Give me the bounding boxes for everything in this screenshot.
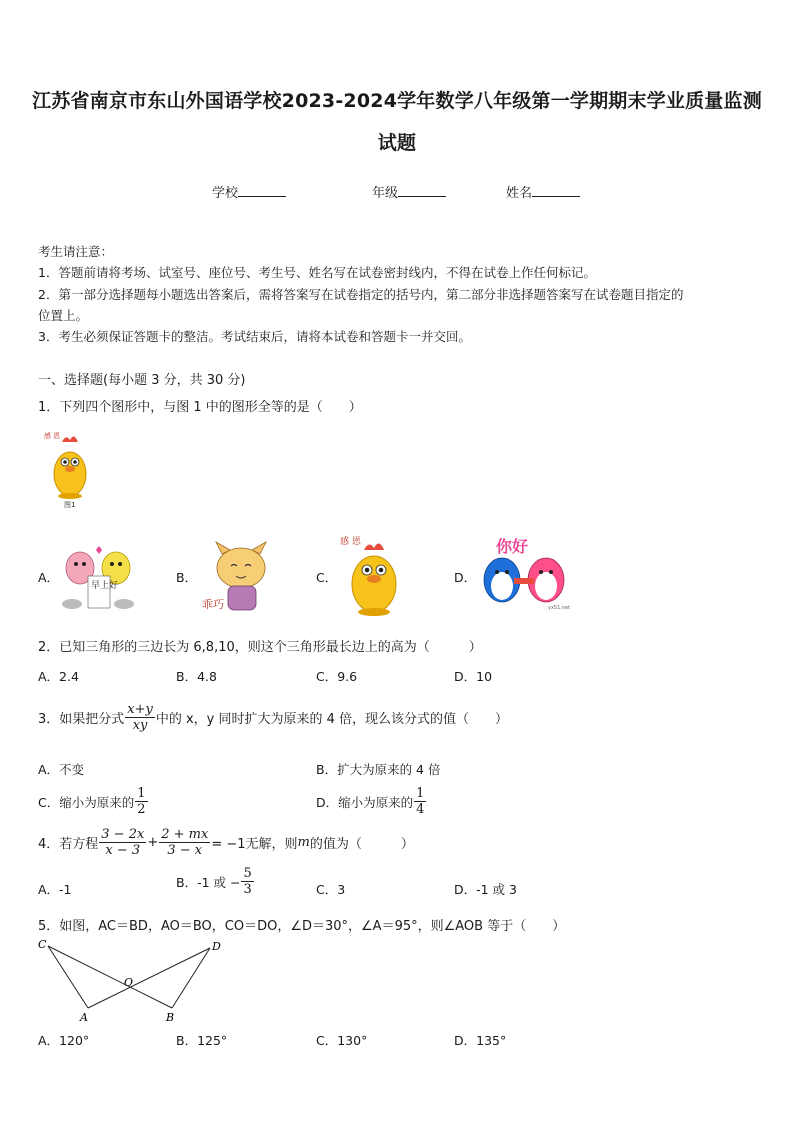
q3-option-b[interactable]: B．扩大为原来的 4 倍 [316,762,441,777]
q4-f2-den: 3 − x [167,843,203,858]
segment-cb [48,946,172,1008]
q3-option-c[interactable] [38,786,149,817]
figure-1-top-text: 感 恩 [44,432,61,440]
school-label: 学校 [212,186,239,201]
label-d: D [212,940,221,953]
exam-title: 江苏省南京市东山外国语学校2023-2024学年数学八年级第一学期期末学业质量监测 [32,90,762,112]
section-heading: 一、选择题(每小题 3 分，共 30 分) [38,373,246,388]
q4-option-a[interactable]: A．-1 [38,882,72,897]
q4-option-c[interactable]: C．3 [316,882,346,897]
q3-option-d-text: D．缩小为原来的 [316,794,414,810]
question-1-stem: 1．下列四个图形中，与图 1 中的图形全等的是（ ） [38,400,362,415]
q1-c-text: 感 恩 [340,537,361,547]
notice-item: 1．答题前请将考场、试室号、座位号、考生号、姓名写在试卷密封线内，不得在试卷上作任何标记。 [38,265,596,280]
q1-option-a-label[interactable]: A． [38,570,60,585]
q3-stem-before: 3．如果把分式 [38,712,125,727]
name-blank[interactable] [532,184,580,197]
q4-option-d[interactable]: D．-1 或 3 [454,882,517,897]
q4-f2-num: 2 + mx [161,827,209,842]
school-field[interactable] [212,182,286,201]
q1-d-text: 你好 [496,537,529,556]
q4-stem-end: 的值为（ ） [309,837,414,852]
q3-fraction [125,702,155,733]
q1-a-text: 早上好 [91,581,119,591]
notice-item: 3．考生必须保证答题卡的整洁。考试结束后，请将本试卷和答题卡一并交回。 [38,329,471,344]
school-blank[interactable] [238,184,286,197]
q1-option-c-image[interactable] [336,534,412,618]
notice-heading: 考生请注意： [38,244,114,259]
q4-b-num: 5 [243,866,252,881]
segment-ca [48,946,88,1008]
q4-f1-num: 3 − 2x [101,827,145,842]
q4-stem-after: = −1无解，则 [211,837,298,852]
q3-stem-after: 中的 x，y 同时扩大为原来的 4 倍，现么该分式的值（ ） [155,712,509,727]
q5-option-a[interactable]: A．120° [38,1033,90,1048]
notice-item: 2．第一部分选择题每小题选出答案后，需将答案写在试卷指定的括号内，第二部分非选择题答案写在试卷题目指定的 [38,287,684,302]
q4-b-den: 3 [243,882,252,897]
name-field[interactable] [506,182,580,201]
figure-1-caption: 图1 [64,501,76,509]
q4-plus: + [147,835,159,850]
q2-option-c[interactable]: C．9.6 [316,669,358,684]
q1-option-b-image[interactable] [198,536,284,616]
q3-d-num: 1 [416,786,425,801]
q1-option-b-label[interactable]: B． [176,570,198,585]
q3-c-num: 1 [137,786,146,801]
q3-d-den: 4 [416,802,425,817]
q4-stem-before: 4．若方程 [38,837,99,852]
grade-label: 年级 [372,186,399,201]
grade-field[interactable] [372,182,446,201]
q1-option-d-image[interactable] [474,536,578,612]
q1-d-small-text: yx51.net [548,605,571,611]
label-a: A [80,1011,88,1024]
q2-option-a[interactable]: A．2.4 [38,669,79,684]
q4-option-b[interactable] [176,866,255,897]
q1-option-d-label[interactable]: D． [454,570,477,585]
comb-shape [62,436,78,442]
q1-b-text: 乖巧 [202,598,224,611]
q4-fraction-2 [159,827,210,858]
notice-item: 位置上。 [38,308,89,323]
q3-frac-num: x+y [127,702,153,717]
q4-var-m: m [297,835,310,850]
segment-da [88,948,210,1008]
q2-option-d[interactable]: D．10 [454,669,493,684]
q3-frac-den: xy [132,718,148,733]
label-o: O [124,976,134,989]
label-b: B [166,1011,175,1024]
question-2-stem: 2．已知三角形的三边长为 6,8,10，则这个三角形最长边上的高为（ ） [38,640,482,655]
q4-option-b-fraction [241,866,253,897]
q5-geometry-figure [34,936,230,1024]
q4-fraction-1 [99,827,146,858]
q2-option-b[interactable]: B．4.8 [176,669,217,684]
chick-body [54,452,86,496]
q3-option-c-fraction [135,786,147,817]
q1-option-a-image[interactable] [58,538,140,614]
q3-option-d-fraction [414,786,426,817]
question-4-stem [38,827,414,858]
question-5-stem: 5．如图，AC＝BD，AO＝BO，CO＝DO，∠D＝30°，∠A＝95°，则∠AOB 等于（ ） [38,919,566,934]
exam-title-line2: 试题 [377,132,417,154]
grade-blank[interactable] [398,184,446,197]
q1-option-c-label[interactable]: C． [316,570,338,585]
q5-option-d[interactable]: D．135° [454,1033,507,1048]
name-label: 姓名 [506,186,533,201]
q5-option-c[interactable]: C．130° [316,1033,368,1048]
q3-option-d[interactable] [316,786,427,817]
figure-1-chick-image [40,428,100,510]
label-c: C [38,938,47,951]
q5-option-b[interactable]: B．125° [176,1033,228,1048]
q3-c-den: 2 [137,802,146,817]
q3-option-c-text: C．缩小为原来的 [38,794,135,810]
q4-f1-den: x − 3 [105,843,141,858]
q3-option-a[interactable]: A．不变 [38,762,85,777]
q4-option-b-text: B．-1 或 − [176,874,241,890]
question-3-stem [38,702,508,733]
